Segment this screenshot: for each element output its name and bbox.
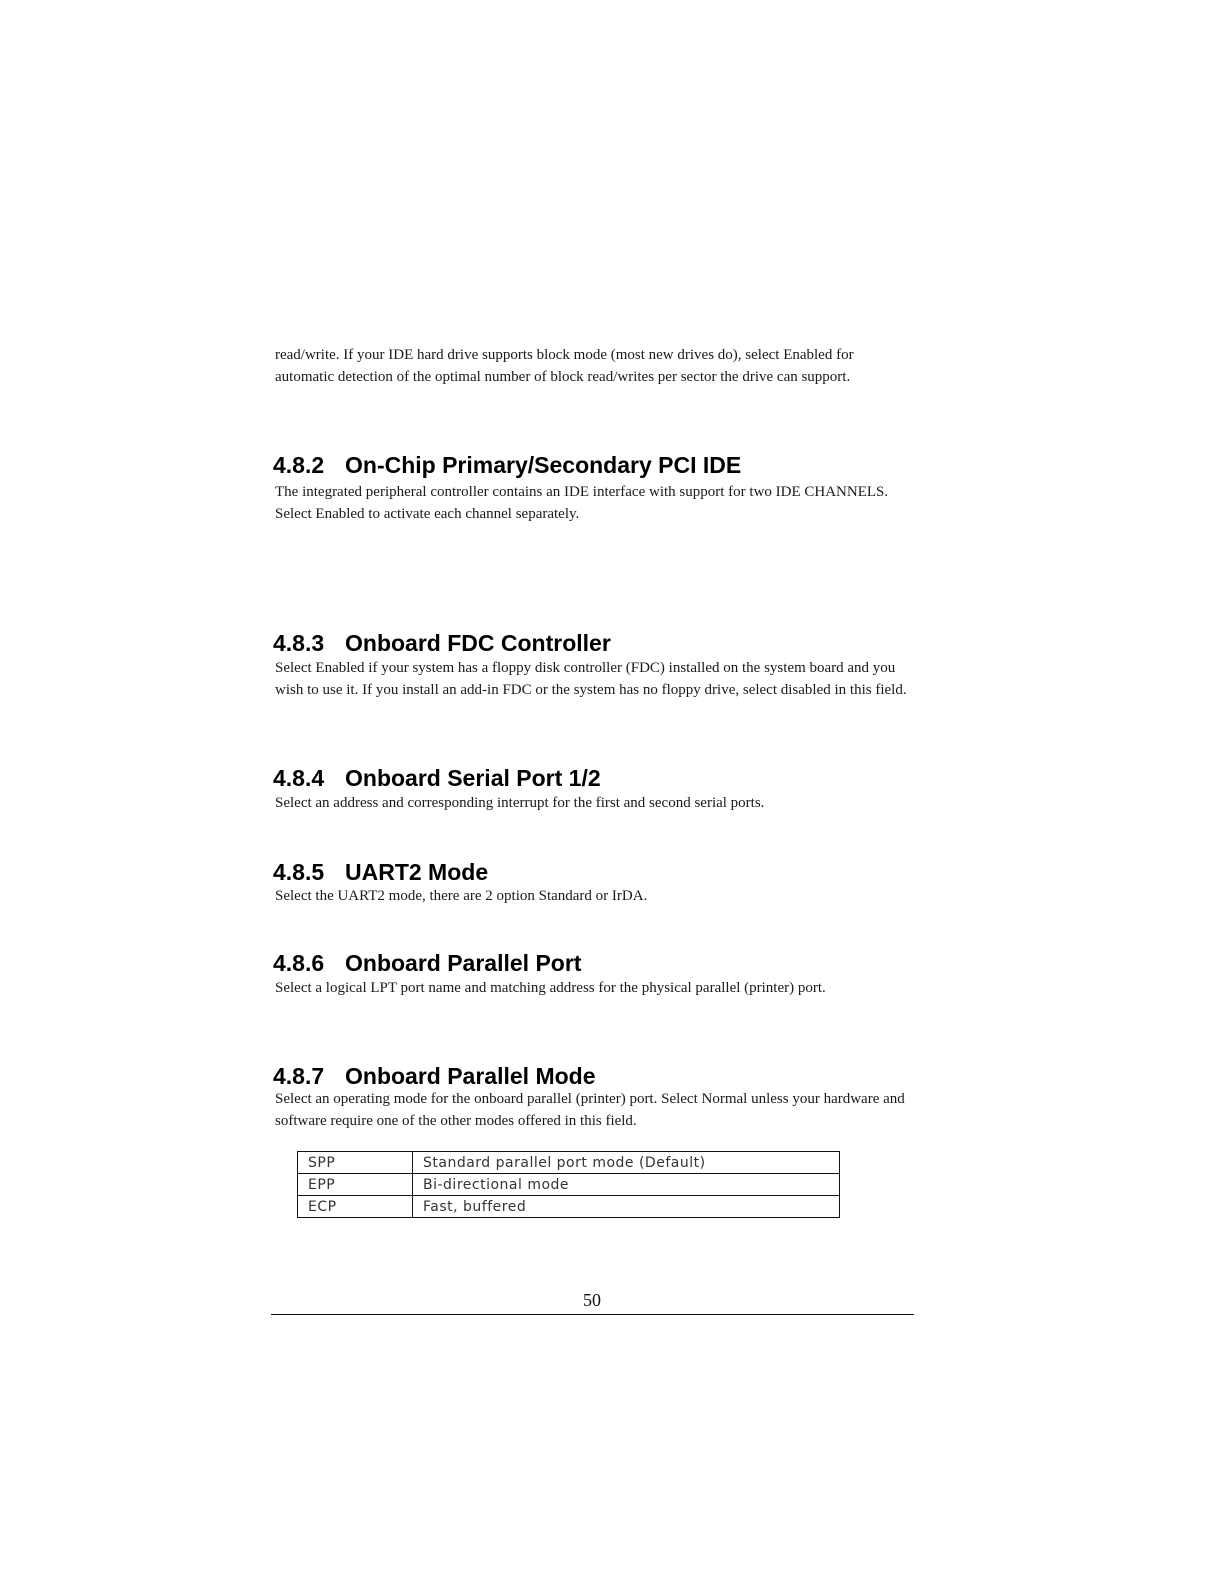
section-heading-4-8-6: [273, 949, 581, 977]
table-row: [298, 1174, 840, 1196]
section-number: 4.8.6: [273, 950, 325, 976]
section-title: On-Chip Primary/Secondary PCI IDE: [345, 452, 742, 478]
section-heading-4-8-3: [273, 629, 611, 657]
description-cell: Fast, buffered: [413, 1196, 840, 1218]
section-number: 4.8.5: [273, 859, 325, 885]
section-heading-4-8-7: [273, 1062, 596, 1090]
intro-paragraph: read/write. If your IDE hard drive supports block mode (most new drives do), select Enabled for automatic detection of the optimal number of block read/writes per sector the drive can support.: [275, 347, 854, 385]
section-title: Onboard Parallel Port: [345, 950, 582, 976]
table-row: [298, 1196, 840, 1218]
section-title: Onboard Parallel Mode: [345, 1063, 596, 1089]
page-number: 50: [583, 1290, 601, 1310]
section-body-4-8-5: Select the UART2 mode, there are 2 option Standard or IrDA.: [275, 888, 648, 904]
section-body-4-8-2: The integrated peripheral controller contains an IDE interface with support for two IDE CHANNELS. Select Enabled to activate each channel separately.: [275, 484, 889, 522]
parallel-mode-table: [297, 1151, 840, 1218]
section-title: UART2 Mode: [345, 859, 489, 885]
section-number: 4.8.4: [273, 765, 325, 791]
section-body-4-8-6: Select a logical LPT port name and matching address for the physical parallel (printer) port.: [275, 980, 826, 996]
section-body-4-8-7: Select an operating mode for the onboard parallel (printer) port. Select Normal unless your hardware and software require one of the other modes offered in this field.: [275, 1091, 905, 1129]
footer-rule: [271, 1314, 914, 1315]
mode-cell: ECP: [298, 1196, 413, 1218]
section-body-4-8-4: Select an address and corresponding interrupt for the first and second serial ports.: [275, 795, 765, 811]
section-number: 4.8.2: [273, 452, 325, 478]
mode-cell: SPP: [298, 1152, 413, 1174]
mode-cell: EPP: [298, 1174, 413, 1196]
section-heading-4-8-5: [273, 858, 488, 886]
table-row: [298, 1152, 840, 1174]
section-heading-4-8-4: [273, 764, 601, 792]
section-body-4-8-3: Select Enabled if your system has a floppy disk controller (FDC) installed on the system board and you wish to use it. If you install an add-in FDC or the system has no floppy drive, select disabled in this field.: [275, 660, 907, 698]
description-cell: Standard parallel port mode (Default): [413, 1152, 840, 1174]
section-heading-4-8-2: [273, 451, 741, 479]
section-title: Onboard Serial Port 1/2: [345, 765, 601, 791]
section-title: Onboard FDC Controller: [345, 630, 611, 656]
section-number: 4.8.7: [273, 1063, 325, 1089]
description-cell: Bi-directional mode: [413, 1174, 840, 1196]
section-number: 4.8.3: [273, 630, 325, 656]
